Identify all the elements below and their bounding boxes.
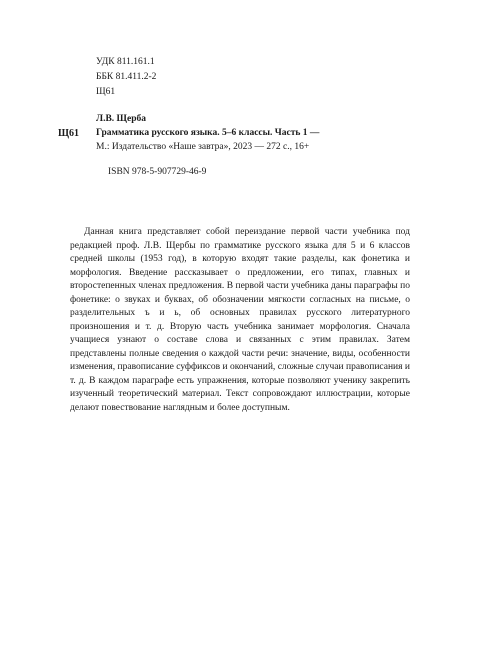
isbn: ISBN 978-5-907729-46-9	[108, 167, 207, 177]
bbk-code: ББК 81.411.2-2	[96, 72, 157, 82]
book-title: Грамматика русского языка. 5–6 классы. Часть 1 —	[96, 128, 320, 138]
classification-codes	[96, 55, 156, 100]
catalog-code: Щ61	[58, 128, 79, 139]
imprint-line: М.: Издательство «Наше завтра», 2023 — 272 с., 16+	[96, 142, 310, 152]
annotation-paragraph: Данная книга представляет собой переиздание первой части учебника под редакцией проф. Л.В. Щербы по грамматике русского языка для 5 и 6 классов средней школы (1953 год), в которую входят такие разделы, как фонетика и морфология. Введение рассказывает о предложении, его типах, главных и второстепенных членах предложения. В первой части учебника даны параграфы по фонетике: о звуках и буквах, об обозначении мягкости согласных на письме, о разделительных ъ и ь, об основных правилах русского литературного произношения и т. д. Вторую часть учебника занимает морфология. Сначала учащиеся узнают о составе слова и связанных с этим правилах. Затем представлены полные сведения о каждой части речи: значение, виды, особенности изменения, правописание суффиксов и окончаний, сложные случаи правописания и т. д. В каждом параграфе есть упражнения, которые позволяют ученику закрепить изученный теоретический материал. Текст сопровождают иллюстрации, которые делают повествование наглядным и более доступным.	[70, 227, 410, 413]
udk-code: УДК 811.161.1	[96, 57, 155, 67]
author-name: Л.В. Щерба	[96, 114, 146, 124]
bibliographic-record	[96, 112, 426, 179]
author-mark: Щ61	[96, 87, 116, 97]
